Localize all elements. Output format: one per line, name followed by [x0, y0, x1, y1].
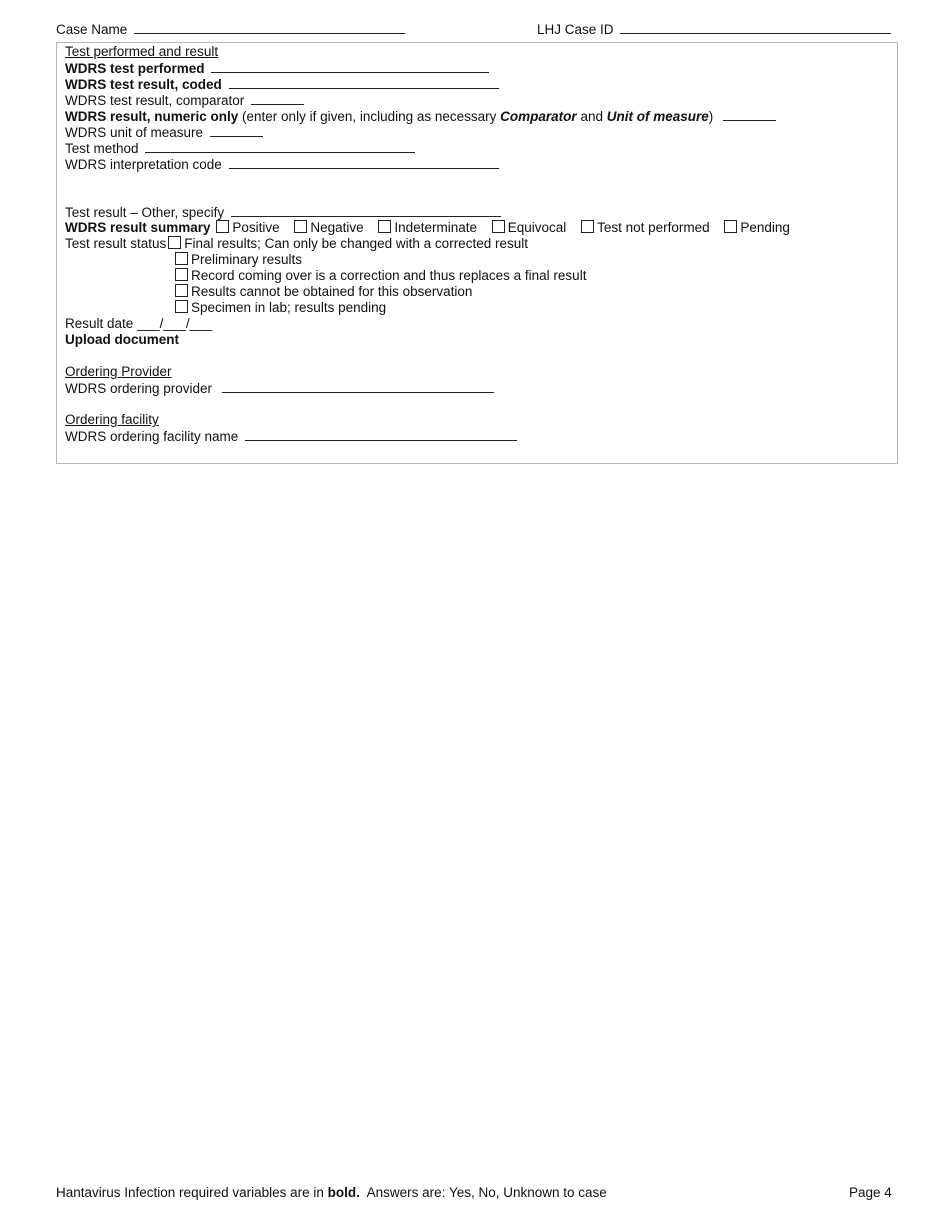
test-method-input[interactable] [145, 140, 415, 153]
result-status-label: Test result status [65, 236, 167, 251]
status-option-correction: Record coming over is a correction and thus replaces a final result [173, 268, 586, 284]
section-title-test: Test performed and result [65, 44, 219, 59]
test-performed-input[interactable] [211, 60, 489, 73]
other-specify-label: Test result – Other, specify [65, 205, 225, 220]
lhj-case-id-input[interactable] [620, 21, 891, 34]
checkbox[interactable] [175, 268, 188, 281]
ordering-facility-label: WDRS ordering facility name [65, 429, 239, 444]
test-result-coded-input[interactable] [229, 76, 499, 89]
comparator-input[interactable] [251, 92, 304, 105]
test-result-coded-label: WDRS test result, coded [65, 77, 222, 92]
numeric-result-field [65, 108, 776, 124]
ordering-provider-label: WDRS ordering provider [65, 381, 213, 396]
numeric-note-and: and [576, 109, 607, 124]
checkbox[interactable] [175, 284, 188, 297]
upload-document-label[interactable]: Upload document [65, 332, 179, 347]
test-performed-field [65, 60, 489, 76]
lhj-case-id-label: LHJ Case ID [537, 22, 614, 37]
result-summary-field [65, 220, 799, 236]
checkbox[interactable] [175, 300, 188, 313]
unit-input[interactable] [210, 124, 263, 137]
result-status-field [65, 236, 528, 252]
checkbox[interactable] [175, 252, 188, 265]
checkbox[interactable] [216, 220, 229, 233]
result-summary-label: WDRS result summary [65, 220, 211, 235]
summary-option-equivocal: Equivocal [490, 220, 567, 235]
comparator-field [65, 92, 304, 108]
page-number: Page 4 [849, 1185, 892, 1200]
summary-option-test-not-performed: Test not performed [579, 220, 710, 235]
result-date-label: Result date [65, 316, 134, 331]
page-header [56, 21, 898, 39]
test-method-field [65, 140, 415, 156]
ordering-provider-field [65, 380, 494, 396]
interpretation-field [65, 156, 499, 172]
status-option-cannot-obtain: Results cannot be obtained for this observation [173, 284, 472, 300]
ordering-facility-input[interactable] [245, 428, 517, 441]
interpretation-input[interactable] [229, 156, 499, 169]
checkbox[interactable] [378, 220, 391, 233]
footer-note-text: Hantavirus Infection required variables are in [56, 1185, 328, 1200]
test-result-section [56, 42, 898, 464]
ordering-facility-field [65, 428, 517, 444]
numeric-note-comparator: Comparator [500, 109, 577, 124]
case-name-label: Case Name [56, 22, 128, 37]
checkbox[interactable] [724, 220, 737, 233]
result-date-field [65, 316, 212, 332]
checkbox[interactable] [168, 236, 181, 249]
status-option-specimen-pending: Specimen in lab; results pending [173, 300, 386, 316]
test-performed-label: WDRS test performed [65, 61, 205, 76]
numeric-note-pre: (enter only if given, including as necessary [238, 109, 501, 124]
status-option-final: Final results; Can only be changed with a corrected result [166, 236, 528, 251]
summary-option-negative: Negative [292, 220, 363, 235]
section-title-provider: Ordering Provider [65, 364, 172, 379]
checkbox[interactable] [294, 220, 307, 233]
case-name-input[interactable] [134, 21, 405, 34]
summary-option-positive: Positive [214, 220, 279, 235]
interpretation-label: WDRS interpretation code [65, 157, 222, 172]
numeric-result-input[interactable] [723, 108, 776, 121]
test-method-label: Test method [65, 141, 139, 156]
test-result-coded-field [65, 76, 499, 92]
footer-note-answers: Answers are: Yes, No, Unknown to case [359, 1185, 607, 1200]
other-specify-field [65, 204, 501, 220]
unit-field [65, 124, 263, 140]
other-specify-input[interactable] [231, 204, 501, 217]
section-title-facility: Ordering facility [65, 412, 159, 427]
numeric-note-post: ) [708, 109, 714, 124]
footer-note [56, 1185, 607, 1200]
case-name-field [56, 21, 405, 37]
unit-label: WDRS unit of measure [65, 125, 204, 140]
numeric-result-label: WDRS result, numeric only [65, 109, 239, 124]
comparator-label: WDRS test result, comparator [65, 93, 245, 108]
footer-note-bold: bold. [327, 1185, 360, 1200]
result-date-input[interactable]: ___/___/___ [137, 316, 213, 331]
ordering-provider-input[interactable] [222, 380, 494, 393]
status-option-preliminary: Preliminary results [173, 252, 302, 268]
summary-option-indeterminate: Indeterminate [376, 220, 477, 235]
checkbox[interactable] [492, 220, 505, 233]
checkbox[interactable] [581, 220, 594, 233]
numeric-note-unit: Unit of measure [606, 109, 709, 124]
summary-option-pending: Pending [722, 220, 790, 235]
lhj-case-id-field [537, 21, 891, 37]
